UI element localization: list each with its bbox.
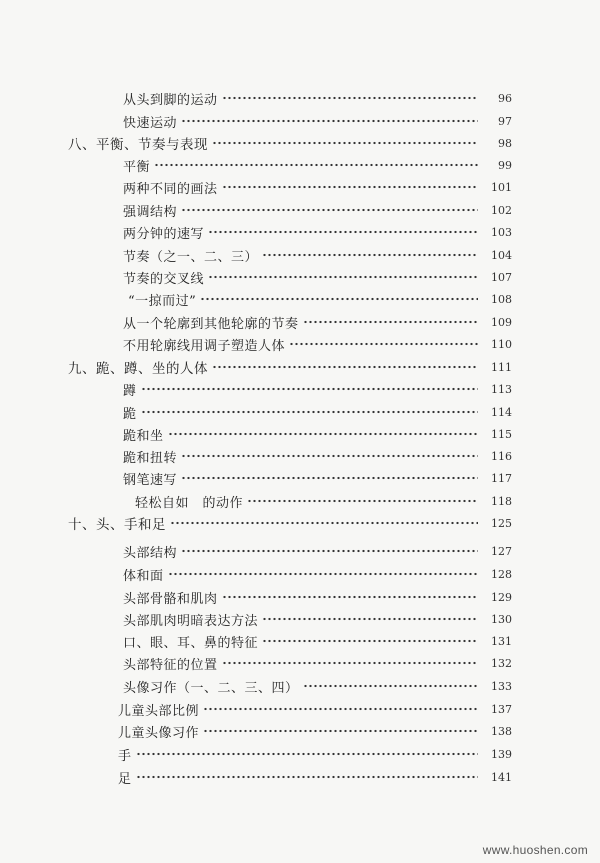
toc-entry-page: 96 — [498, 91, 512, 105]
leader-dots — [181, 472, 478, 484]
leader-dots — [212, 137, 478, 149]
toc-entry-title: 头部肌肉明暗表达方法 — [123, 613, 259, 629]
toc-entry-title: 两种不同的画法 — [123, 181, 218, 197]
toc-chapter-title: 九、跪、蹲、坐的人体 — [68, 361, 208, 377]
toc-entry — [135, 490, 512, 512]
toc-entry — [123, 87, 512, 109]
leader-dots — [141, 383, 478, 395]
toc-entry-title: 头部骨骼和肌肉 — [123, 591, 218, 607]
leader-dots — [141, 406, 478, 418]
toc-entry-title: 儿童头像习作 — [118, 725, 200, 741]
toc-entry-title: 节奏（之一、二、三） — [123, 249, 259, 265]
toc-entry-page: 107 — [491, 270, 512, 284]
toc-entry-page: 101 — [491, 180, 512, 194]
toc-entry — [118, 743, 512, 765]
toc-entry-page: 110 — [491, 337, 512, 351]
toc-entry-title: 从头到脚的运动 — [123, 92, 218, 108]
toc-entry — [123, 199, 512, 221]
toc-entry-title: 口、眼、耳、鼻的特征 — [123, 635, 259, 651]
toc-entry — [123, 244, 512, 266]
leader-dots — [303, 680, 478, 692]
toc-chapter — [68, 512, 512, 534]
toc-entry-title: 跪和坐 — [123, 428, 164, 444]
toc-entry-title: 钢笔速写 — [123, 472, 178, 488]
toc-entry — [123, 176, 512, 198]
toc-entry-page: 102 — [491, 203, 512, 217]
leader-dots — [208, 226, 478, 238]
toc-entry-title: 头部结构 — [123, 545, 178, 561]
toc-entry-title: 儿童头部比例 — [118, 703, 200, 719]
toc-entry-page: 115 — [491, 427, 512, 441]
toc-entry-page: 97 — [498, 114, 512, 128]
leader-dots — [168, 428, 478, 440]
toc-entry — [123, 110, 512, 132]
leader-dots — [168, 568, 478, 580]
toc-entry-page: 117 — [491, 471, 512, 485]
toc-entry-title: 头像习作（一、二、三、四） — [123, 680, 299, 696]
toc-entry — [118, 720, 512, 742]
toc-chapter — [68, 132, 512, 154]
toc-chapter-title: 八、平衡、节奏与表现 — [68, 137, 208, 153]
toc-entry — [123, 333, 512, 355]
toc-entry — [123, 266, 512, 288]
leader-dots — [181, 115, 478, 127]
toc-entry-page: 141 — [491, 770, 512, 784]
toc-entry — [123, 586, 512, 608]
toc-chapter-title: 十、头、手和足 — [68, 517, 166, 533]
leader-dots — [212, 361, 478, 373]
toc-entry-page: 113 — [491, 382, 512, 396]
toc-entry — [123, 630, 512, 652]
toc-entry — [123, 221, 512, 243]
toc-entry-page: 129 — [491, 590, 512, 604]
toc-entry-title: 蹲 — [123, 383, 137, 399]
toc-entry-page: 132 — [491, 656, 512, 670]
toc-entry — [123, 540, 512, 562]
toc-entry-title: 头部特征的位置 — [123, 657, 218, 673]
leader-dots — [222, 591, 478, 603]
toc-entry-title: 从一个轮廓到其他轮廓的节奏 — [123, 316, 299, 332]
toc-entry — [123, 154, 512, 176]
leader-dots — [222, 657, 478, 669]
toc-entry-title: 跪 — [123, 406, 137, 422]
leader-dots — [181, 204, 478, 216]
toc-entry-title: 足 — [118, 771, 132, 787]
toc-entry-title: 节奏的交叉线 — [123, 271, 205, 287]
leader-dots — [262, 635, 478, 647]
toc-entry — [123, 423, 512, 445]
toc-entry-page: 108 — [491, 292, 512, 306]
toc-entry — [123, 563, 512, 585]
toc-entry-title: 体和面 — [123, 568, 164, 584]
toc-entry-page: 118 — [491, 494, 512, 508]
toc-entry-title: 平衡 — [123, 159, 151, 175]
toc-entry-page: 114 — [491, 405, 512, 419]
toc-entry-title: 轻松自如 的动作 — [135, 495, 244, 511]
toc-entry-title: 快速运动 — [123, 115, 178, 131]
leader-dots — [247, 495, 478, 507]
toc-entry — [128, 288, 512, 310]
toc-entry-page: 137 — [491, 702, 512, 716]
toc-entry-title: 强调结构 — [123, 204, 178, 220]
toc-chapter-page: 125 — [491, 516, 512, 530]
leader-dots — [136, 748, 478, 760]
toc-entry — [123, 401, 512, 423]
leader-dots — [203, 725, 478, 737]
leader-dots — [200, 293, 478, 305]
leader-dots — [289, 338, 478, 350]
toc-entry-page: 133 — [491, 679, 512, 693]
toc-entry — [123, 608, 512, 630]
toc-entry — [123, 445, 512, 467]
watermark-text: www.huoshen.com — [482, 843, 588, 857]
leader-dots — [181, 545, 478, 557]
toc-entry — [123, 467, 512, 489]
toc-entry-page: 128 — [491, 567, 512, 581]
toc-entry-page: 116 — [491, 449, 512, 463]
toc-entry — [123, 311, 512, 333]
toc-entry-page: 138 — [491, 724, 512, 738]
leader-dots — [136, 771, 478, 783]
toc-entry — [123, 652, 512, 674]
leader-dots — [222, 92, 478, 104]
toc-entry-title: “一掠而过” — [128, 293, 197, 309]
leader-dots — [303, 316, 478, 328]
toc-entry — [118, 698, 512, 720]
toc-entry — [123, 378, 512, 400]
toc-entry-title: 不用轮廓线用调子塑造人体 — [123, 338, 286, 354]
toc-entry-page: 127 — [491, 544, 512, 558]
toc-entry-title: 两分钟的速写 — [123, 226, 205, 242]
toc-entry-page: 131 — [491, 634, 512, 648]
toc-entry-page: 103 — [491, 225, 512, 239]
toc-entry-page: 139 — [491, 747, 512, 761]
leader-dots — [262, 613, 478, 625]
leader-dots — [262, 249, 478, 261]
leader-dots — [222, 181, 478, 193]
toc-entry — [123, 675, 512, 697]
toc-entry-title: 跪和扭转 — [123, 450, 178, 466]
leader-dots — [181, 450, 478, 462]
toc-entry-page: 104 — [491, 248, 512, 262]
toc-entry-page: 130 — [491, 612, 512, 626]
toc-chapter-page: 98 — [498, 136, 512, 150]
toc-chapter-page: 111 — [491, 360, 512, 374]
leader-dots — [154, 159, 478, 171]
leader-dots — [170, 517, 478, 529]
leader-dots — [203, 703, 478, 715]
toc-entry — [118, 766, 512, 788]
leader-dots — [208, 271, 478, 283]
toc-entry-title: 手 — [118, 748, 132, 764]
toc-chapter — [68, 356, 512, 378]
toc-entry-page: 109 — [491, 315, 512, 329]
toc-entry-page: 99 — [498, 158, 512, 172]
